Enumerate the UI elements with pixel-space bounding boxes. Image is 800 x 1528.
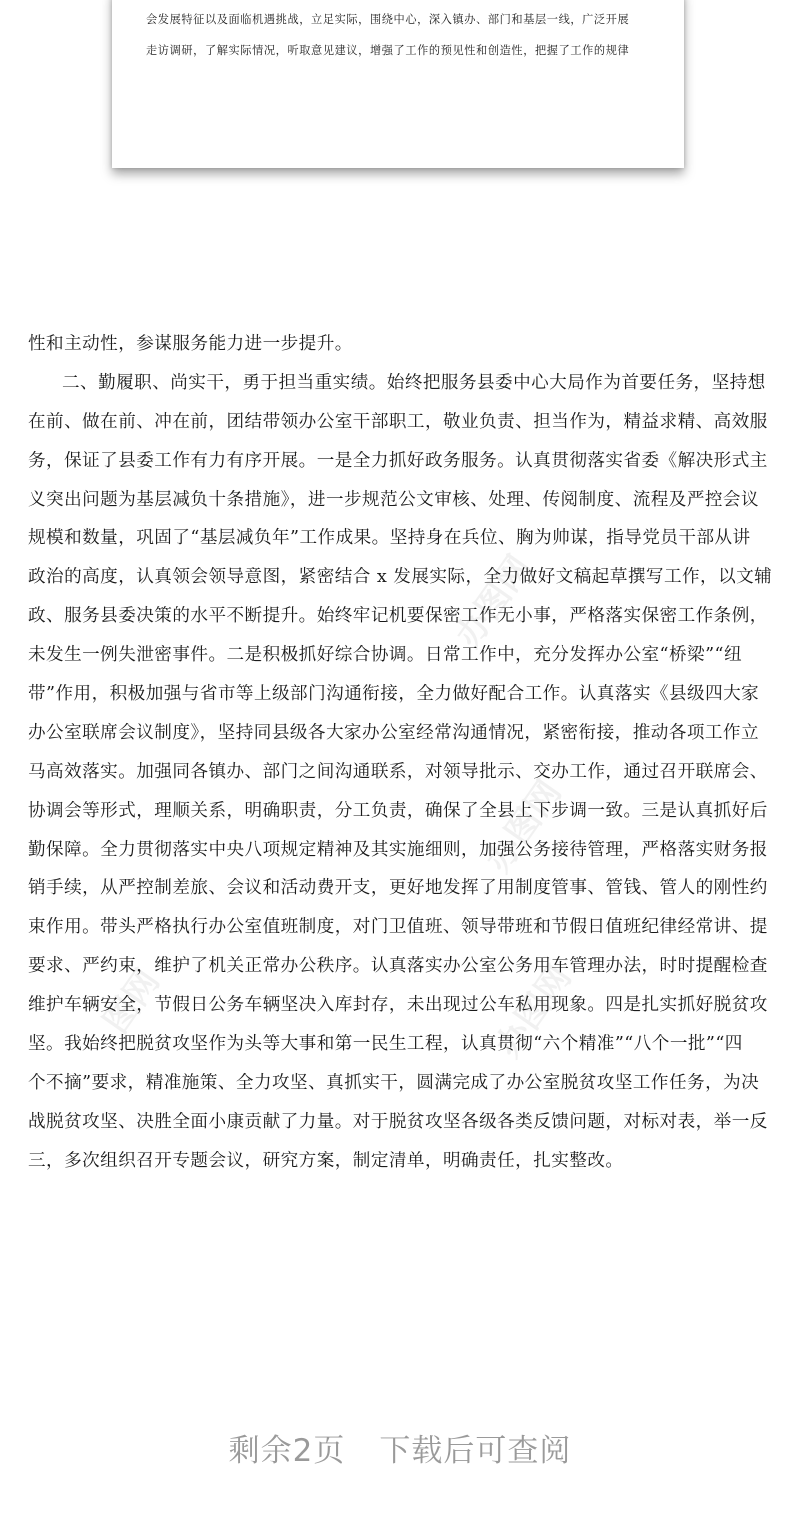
- paragraph-line: 战脱贫攻坚、决胜全面小康贡献了力量。对于脱贫攻坚各级各类反馈问题，对标对表，举一反: [28, 1111, 768, 1132]
- paragraph-line: 政治的高度，认真领会领导意图，紧密结合 x 发展实际，全力做好文稿起草撰写工作，以文辅: [28, 567, 773, 588]
- paragraph-line: 务，保证了县委工作有力有序开展。一是全力抓好政务服务。认真贯彻落实省委《解决形式主: [28, 450, 768, 471]
- paragraph-line: 个不摘”要求，精准施策、全力攻坚、真抓实干，圆满完成了办公室脱贫攻坚工作任务，为决: [28, 1072, 760, 1093]
- preview-text-line: 走访调研，了解实际情况，听取意见建议，增强了工作的预见性和创造性，把握了工作的规律: [146, 44, 630, 57]
- paragraph-line: 办公室联席会议制度》，坚持同县级各大家办公室经常沟通情况，紧密衔接，推动各项工作立: [28, 722, 759, 743]
- paragraph-line: 性和主动性，参谋服务能力进一步提升。: [28, 334, 353, 354]
- paragraph-line: 二、勤履职、尚实干，勇于担当重实绩。始终把服务县委中心大局作为首要任务，坚持想: [62, 372, 766, 393]
- remaining-pages-label: 剩余2页: [228, 1433, 346, 1469]
- paragraph-line: 未发生一例失泄密事件。二是积极抓好综合协调。日常工作中，充分发挥办公室“桥梁”“纽: [28, 645, 742, 666]
- paragraph-line: 销手续，从严控制差旅、会议和活动费开支，更好地发挥了用制度管事、管钱、管人的刚性约: [28, 878, 768, 899]
- watermark-logo: 办图网: [478, 773, 570, 880]
- paragraph-line: 政、服务县委决策的水平不断提升。始终牢记机要保密工作无小事，严格落实保密工作条例，: [28, 606, 768, 627]
- paragraph-line: 维护车辆安全，节假日公务车辆坚决入库封存，未出现过公车私用现象。四是扎实抓好脱贫攻: [28, 995, 768, 1016]
- watermark-logo: 办图网: [448, 548, 540, 655]
- remaining-pages-notice[interactable]: [0, 1425, 800, 1470]
- paragraph-line: 在前、做在前、冲在前，团结带领办公室干部职工，敬业负责、担当作为，精益求精、高效服: [28, 411, 768, 432]
- preview-text-line: 会发展特征以及面临机遇挑战，立足实际，围绕中心，深入镇办、部门和基层一线，广泛开展: [146, 13, 630, 26]
- watermark-logo: 图网: [95, 962, 168, 1041]
- paragraph-line: 三，多次组织召开专题会议，研究方案，制定清单，明确责任，扎实整改。: [28, 1150, 624, 1171]
- document-body: [28, 325, 778, 1181]
- download-to-view-label: 下载后可查阅: [379, 1433, 572, 1469]
- paragraph-line: 坚。我始终把脱贫攻坚作为头等大事和第一民生工程，认真贯彻“六个精准”“八个一批”“四: [28, 1034, 743, 1055]
- document-preview-card: [112, 0, 684, 168]
- paragraph-line: 要求、严约束，维护了机关正常办公秩序。认真落实办公室公务用车管理办法，时时提醒检查: [28, 956, 768, 977]
- paragraph-line: 规模和数量，巩固了“基层减负年”工作成果。坚持身在兵位、胸为帅谋，指导党员干部从讲: [28, 528, 751, 549]
- paragraph-line: 义突出问题为基层减负十条措施》，进一步规范公文审核、处理、传阅制度、流程及严控会议: [28, 489, 759, 510]
- paragraph-line: 束作用。带头严格执行办公室值班制度，对门卫值班、领导带班和节假日值班纪律经常讲、提: [28, 917, 768, 938]
- paragraph-line: 带”作用，积极加强与省市等上级部门沟通衔接，全力做好配合工作。认真落实《县级四大家: [28, 684, 760, 705]
- watermark-logo: 办图网: [488, 958, 580, 1065]
- paragraph-line: 协调会等形式，理顺关系，明确职责，分工负责，确保了全县上下步调一致。三是认真抓好后: [28, 800, 768, 821]
- paragraph-line: 勤保障。全力贯彻落实中央八项规定精神及其实施细则，加强公务接待管理，严格落实财务报: [28, 839, 768, 860]
- paragraph-line: 马高效落实。加强同各镇办、部门之间沟通联系，对领导批示、交办工作，通过召开联席会、: [28, 761, 768, 782]
